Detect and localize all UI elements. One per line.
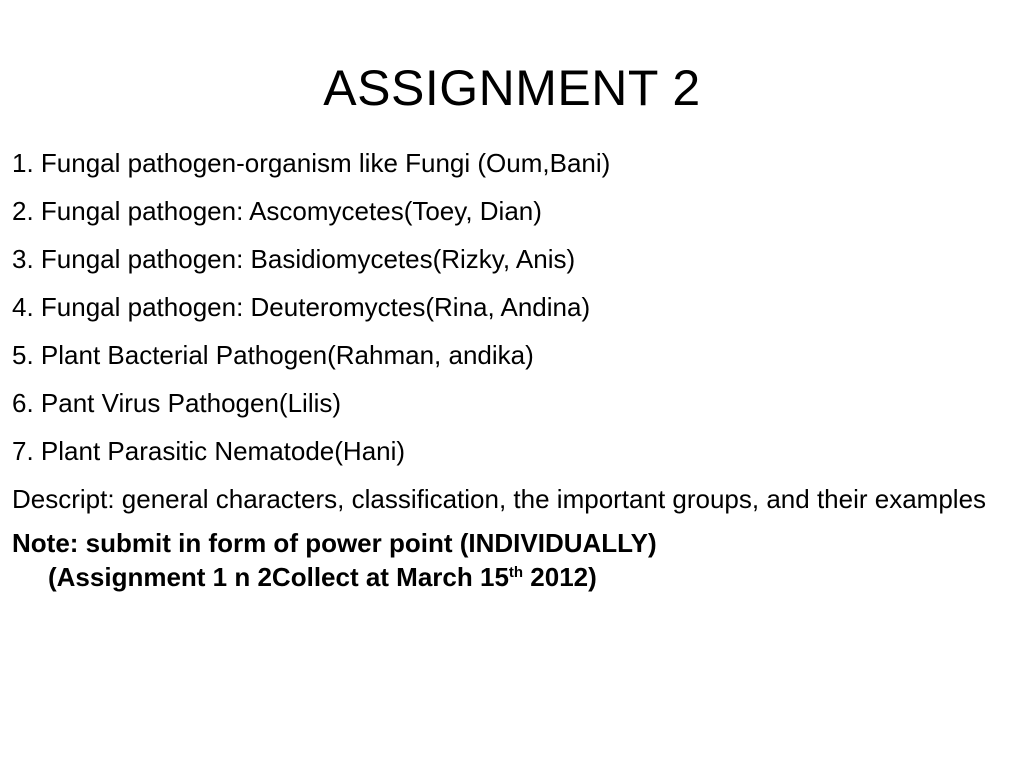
assignment-item-1: 1. Fungal pathogen-organism like Fungi (Oum,Bani) [12,148,611,178]
assignment-item-7: 7. Plant Parasitic Nematode(Hani) [12,436,406,466]
note-ordinal-suffix: th [508,564,524,581]
note-text [12,526,1002,594]
assignment-item-4: 4. Fungal pathogen: Deuteromyctes(Rina, Andina) [12,292,591,322]
assignment-item-2: 2. Fungal pathogen: Ascomycetes(Toey, Dian) [12,196,542,226]
note-line-1: Note: submit in form of power point (INDIVIDUALLY) [12,528,657,558]
note-line-2 [48,562,597,592]
assignment-item-5: 5. Plant Bacterial Pathogen(Rahman, andika) [12,340,534,370]
assignment-item-3: 3. Fungal pathogen: Basidiomycetes(Rizky, Anis) [12,244,576,274]
note-line-2-end: 2012) [523,562,597,592]
description-text: Descript: general characters, classification, the important groups, and their examples [12,484,987,514]
assignment-item-6: 6. Pant Virus Pathogen(Lilis) [12,388,342,418]
note-line-2-start: (Assignment 1 n 2Collect at March 15 [48,562,509,592]
slide-title: ASSIGNMENT 2 [323,60,701,116]
slide-body [12,146,1002,604]
